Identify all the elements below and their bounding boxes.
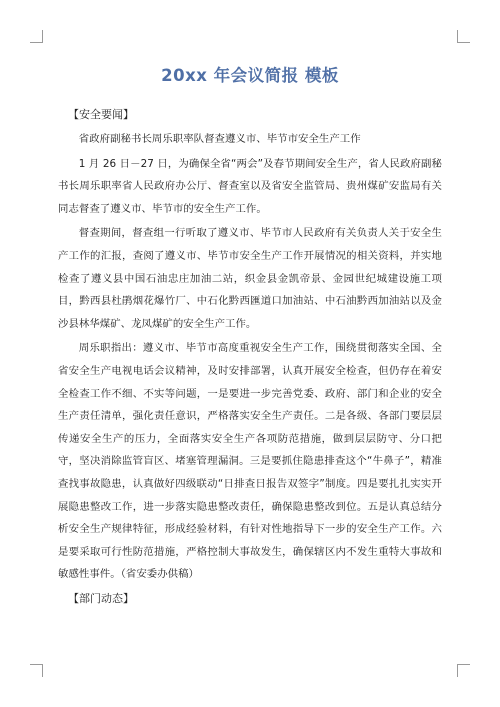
crop-mark-top-left <box>30 30 43 43</box>
crop-mark-top-right <box>457 30 470 43</box>
paragraph: 督查期间，督查组一行听取了遵义市、毕节市人民政府有关负责人关于安全生产工作的汇报，查阅了遵义市、毕节市安全生产工作开展情况的相关资料，并实地检查了遵义县中国石油忠庄加油二站，织金县金凯帝景、金园世纪城建设施工项目，黔西县杜鹃烟花爆竹厂、中石化黔西匯道口加油站、中石油黔西加油站以及金沙县林华煤矿、龙凤煤矿的安全生产工作。 <box>58 227 442 330</box>
section-heading-safety-news: 【安全要闻】 <box>68 108 134 121</box>
document-title: 20xx 年会议简报 模板 <box>161 66 339 85</box>
article-headline: 省政府副秘书长周乐职率队督查遵义市、毕节市安全生产工作 <box>78 133 361 145</box>
paragraph: 周乐职指出：遵义市、毕节市高度重视安全生产工作，围绕贯彻落实全国、全省安全生产电视电话会议精神，及时安排部署，认真开展安全检查，但仍存在着安全检查工作不细、不实等问题，一是要进一步完善党委、政府、部门和企业的安全生产责任清单，强化责任意识，严格落实安全生产责任。二是各级、各部门要层层传递安全生产的压力，全面落实安全生产各项防范措施，做到层层防守、分口把守，坚决消除监管盲区、堵塞管理漏洞。三是要抓住隐患排查这个“牛鼻子”，精准查找事故隐患，认真做好四级联动“日排查日报告双签字”制度。四是要扎扎实实开展隐患整改工作，进一步落实隐患整改责任，确保隐患整改到位。五是认真总结分析安全生产规律特征，形成经验材料，有针对性地指导下一步的安全生产工作。六是要采取可行性防范措施，严格控制大事故发生，确保辖区内不发生重特大事故和敏感性事件。（省安委办供稿） <box>58 342 442 581</box>
document-body <box>58 104 442 610</box>
section-heading-department-news: 【部门动态】 <box>68 591 134 605</box>
paragraph: 1 月 26 日－27 日，为确保全省“两会”及春节期间安全生产，省人民政府副秘书长周乐职率省人民政府办公厅、督查室以及省安全监管局、贵州煤矿安监局有关同志督查了遵义市、毕节市的安全生产工作。 <box>58 157 442 215</box>
crop-mark-bottom-left <box>30 664 43 677</box>
crop-mark-bottom-right <box>457 664 470 677</box>
